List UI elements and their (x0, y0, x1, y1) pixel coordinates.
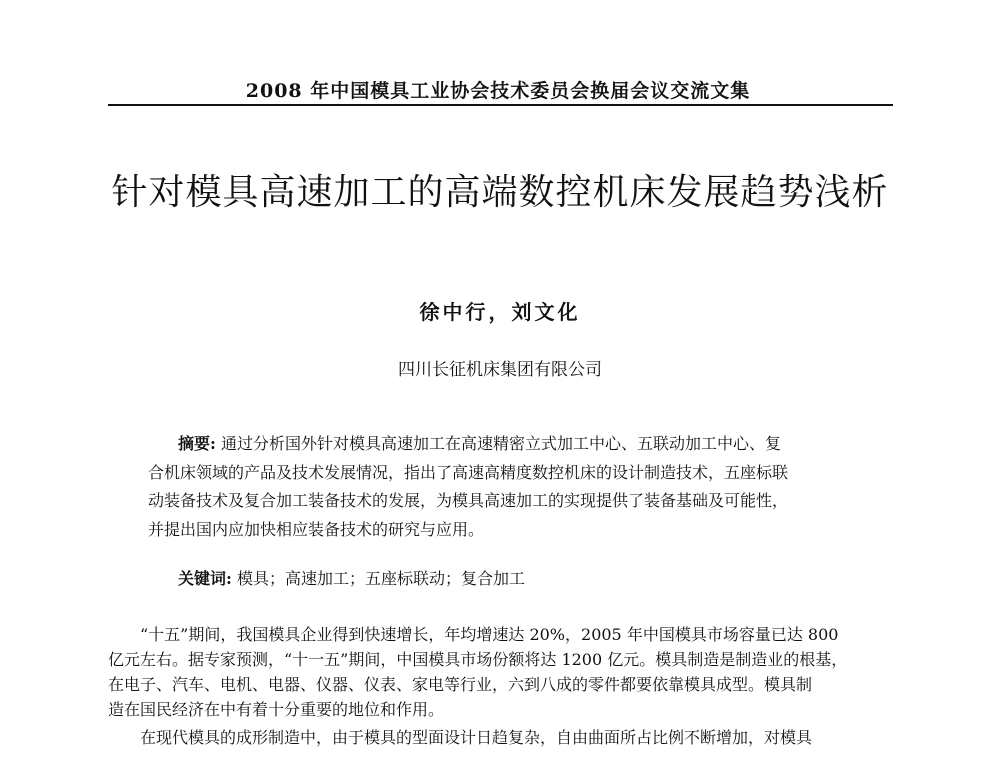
abstract-line: 动装备技术及复合加工装备技术的发展，为模具高速加工的实现提供了装备基础及可能性， (148, 491, 789, 511)
abstract-text: 通过分析国外针对模具高速加工在高速精密立式加工中心、五联动加工中心、复 (221, 434, 782, 453)
header-rule (108, 104, 893, 106)
abstract-label: 摘要: (178, 434, 216, 453)
body-line: 在电子、汽车、电机、电器、仪器、仪表、家电等行业，六到八成的零件都要依靠模具成型。模具制 (108, 675, 813, 694)
keywords (178, 566, 525, 589)
affiliation: 四川长征机床集团有限公司 (398, 360, 602, 380)
body-line: “十五”期间，我国模具企业得到快速增长，年均增速达 20%，2005 年中国模具市场容量已达 800 (140, 625, 839, 644)
body-line: 亿元左右。据专家预测，“十一五”期间，中国模具市场份额将达 1200 亿元。模具制造是制造业的根基， (108, 650, 848, 669)
keywords-label: 关键词: (178, 569, 232, 588)
authors: 徐中行，刘文化 (419, 300, 581, 324)
paper-title: 针对模具高速加工的高端数控机床发展趋势浅析 (111, 172, 889, 213)
abstract-line (148, 430, 863, 459)
body-text (108, 622, 893, 750)
keywords-text: 模具；高速加工；五座标联动；复合加工 (237, 569, 526, 588)
running-header: 2008 年中国模具工业协会技术委员会换届会议交流文集 (245, 80, 751, 102)
body-line: 在现代模具的成形制造中，由于模具的型面设计日趋复杂，自由曲面所占比例不断增加，对模具 (140, 728, 813, 747)
abstract (148, 430, 863, 544)
abstract-line: 合机床领域的产品及技术发展情况，指出了高速高精度数控机床的设计制造技术，五座标联 (148, 462, 789, 482)
abstract-line: 并提出国内应加快相应装备技术的研究与应用。 (148, 519, 485, 539)
body-line: 造在国民经济在中有着十分重要的地位和作用。 (108, 700, 445, 719)
